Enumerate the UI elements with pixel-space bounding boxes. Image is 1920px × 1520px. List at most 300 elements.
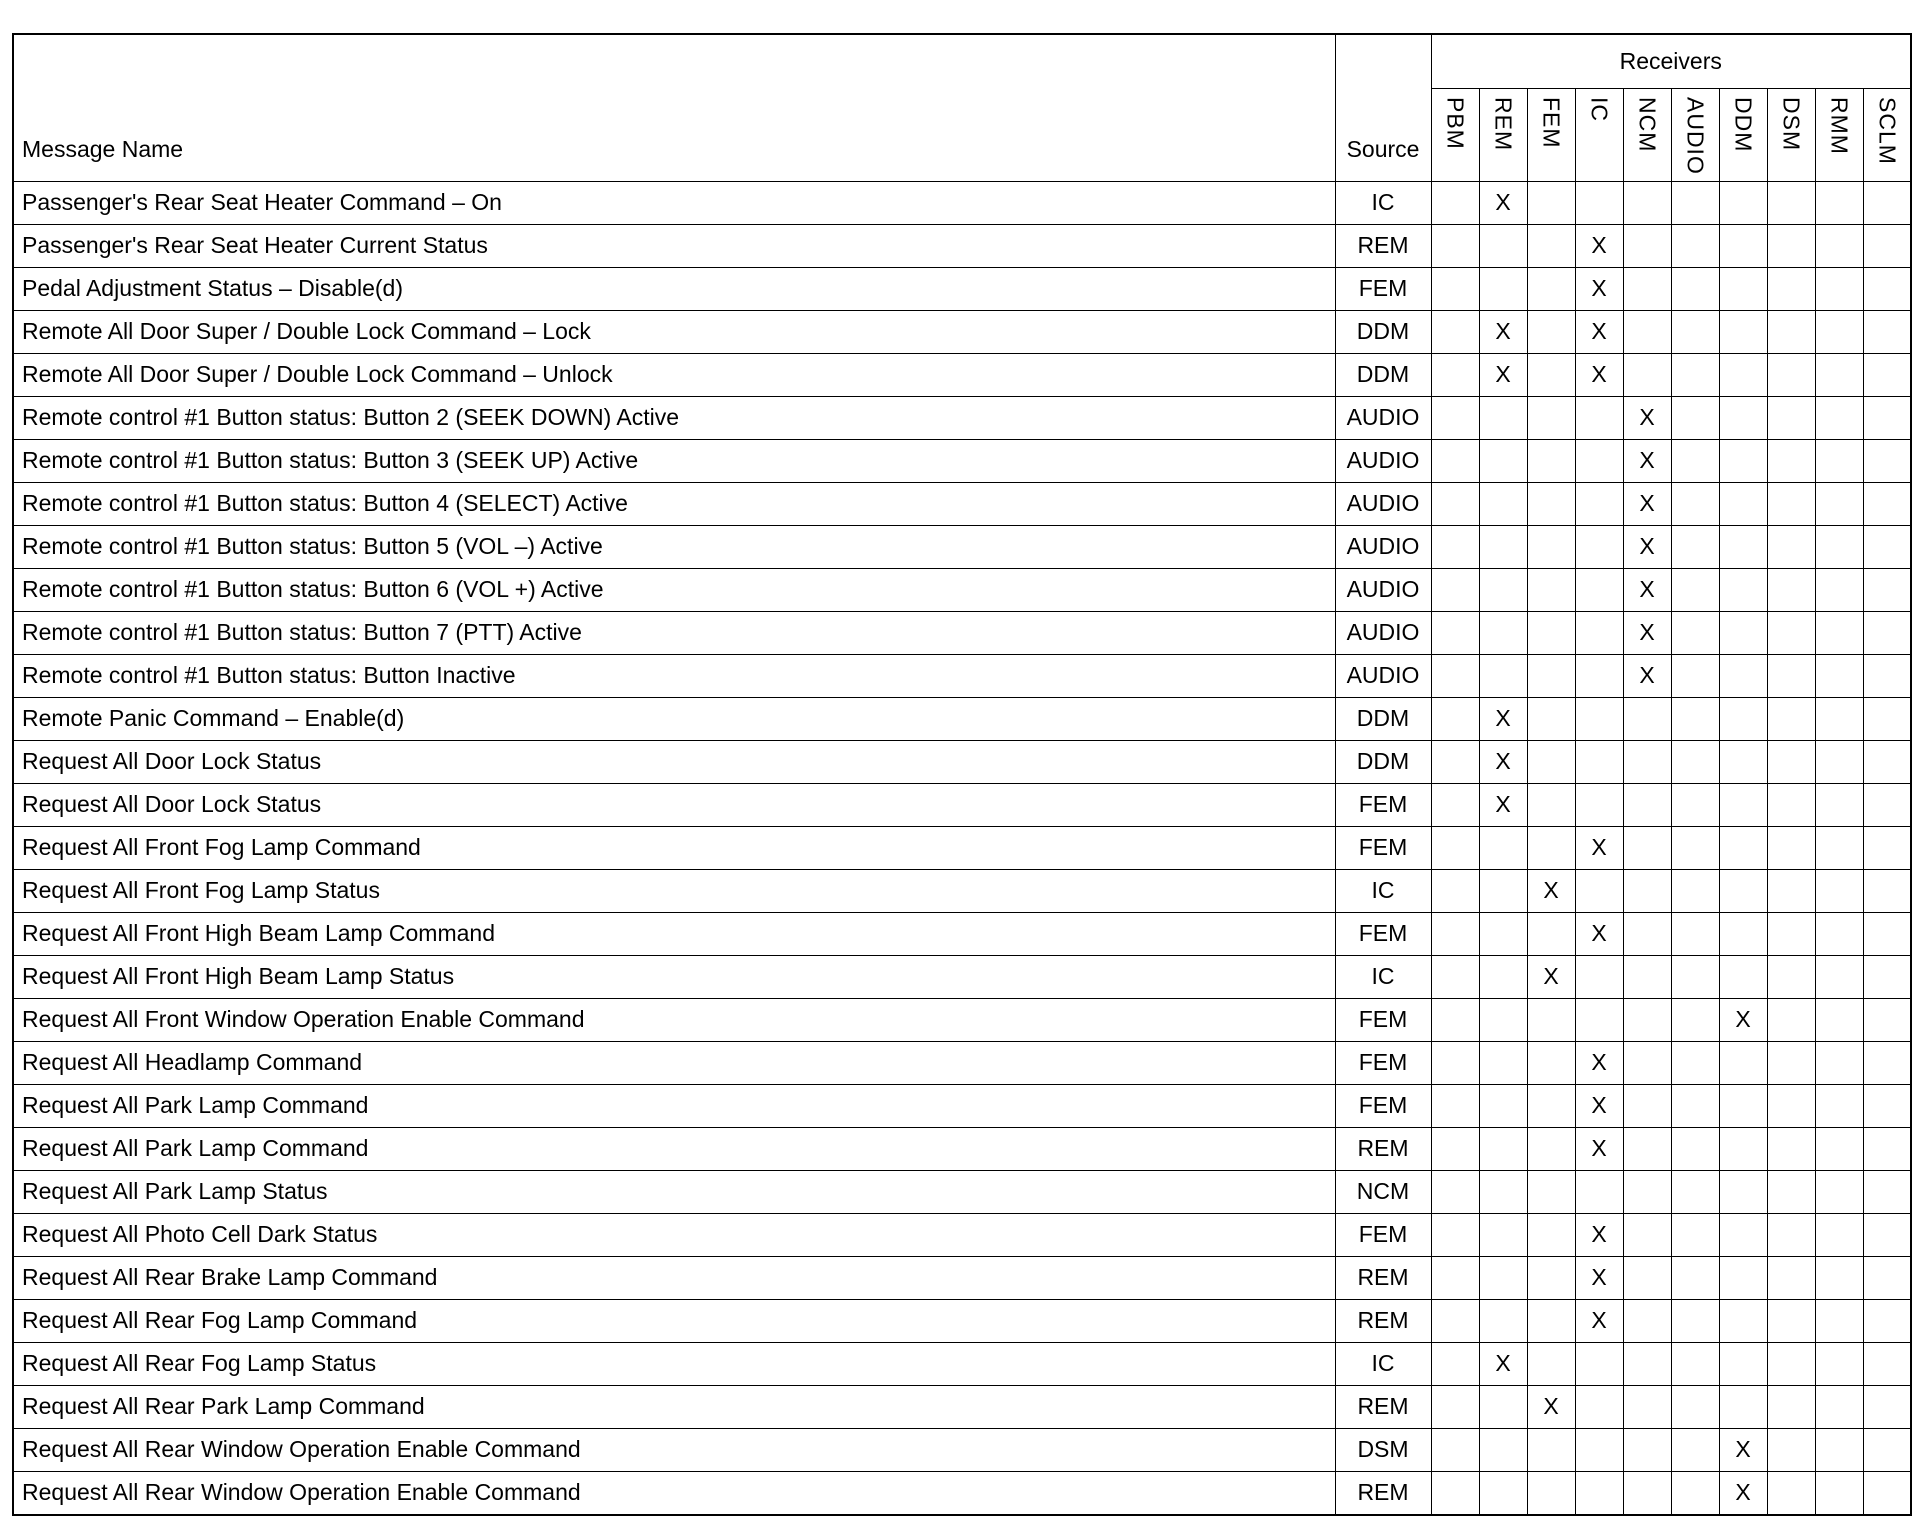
table-row	[13, 568, 1911, 611]
receiver-cell-sclm	[1863, 697, 1911, 740]
receiver-cell-ic	[1575, 998, 1623, 1041]
receiver-cell-ncm: X	[1623, 396, 1671, 439]
receiver-cell-dsm	[1767, 224, 1815, 267]
receiver-cell-pbm	[1431, 1299, 1479, 1342]
receiver-cell-pbm	[1431, 869, 1479, 912]
source-cell: IC	[1335, 955, 1431, 998]
table-row	[13, 525, 1911, 568]
receiver-cell-pbm	[1431, 740, 1479, 783]
receiver-cell-dsm	[1767, 568, 1815, 611]
receiver-cell-rem: X	[1479, 310, 1527, 353]
receiver-cell-ddm	[1719, 1342, 1767, 1385]
table-row	[13, 1471, 1911, 1515]
receiver-cell-sclm	[1863, 353, 1911, 396]
source-cell: FEM	[1335, 267, 1431, 310]
receiver-cell-ncm	[1623, 1471, 1671, 1515]
table-row	[13, 869, 1911, 912]
receiver-label: PBM	[1442, 97, 1469, 150]
receiver-cell-ddm	[1719, 1041, 1767, 1084]
receiver-cell-pbm	[1431, 826, 1479, 869]
message-name-cell: Request All Rear Window Operation Enable Command	[13, 1471, 1335, 1515]
source-cell: AUDIO	[1335, 654, 1431, 697]
receiver-cell-sclm	[1863, 267, 1911, 310]
receiver-cell-rmm	[1815, 1170, 1863, 1213]
receiver-cell-sclm	[1863, 1471, 1911, 1515]
source-cell: DDM	[1335, 310, 1431, 353]
receiver-label: DSM	[1778, 97, 1805, 152]
source-cell: REM	[1335, 1127, 1431, 1170]
table-row	[13, 1041, 1911, 1084]
receiver-cell-ic	[1575, 611, 1623, 654]
receiver-header-rmm	[1815, 89, 1863, 182]
receiver-cell-ncm	[1623, 1127, 1671, 1170]
receiver-cell-rem: X	[1479, 740, 1527, 783]
source-cell: IC	[1335, 1342, 1431, 1385]
receiver-cell-pbm	[1431, 1213, 1479, 1256]
receiver-cell-rmm	[1815, 912, 1863, 955]
receiver-cell-sclm	[1863, 740, 1911, 783]
receiver-cell-pbm	[1431, 955, 1479, 998]
receiver-cell-ncm	[1623, 1342, 1671, 1385]
receiver-cell-ncm	[1623, 224, 1671, 267]
receiver-cell-pbm	[1431, 697, 1479, 740]
receiver-cell-audio	[1671, 568, 1719, 611]
table-row	[13, 1213, 1911, 1256]
message-name-cell: Request All Park Lamp Command	[13, 1084, 1335, 1127]
table-row	[13, 826, 1911, 869]
message-name-cell: Request All Headlamp Command	[13, 1041, 1335, 1084]
receiver-cell-ic: X	[1575, 1299, 1623, 1342]
receiver-cell-audio	[1671, 181, 1719, 224]
receiver-cell-audio	[1671, 955, 1719, 998]
table-row	[13, 697, 1911, 740]
receiver-cell-rmm	[1815, 181, 1863, 224]
receiver-cell-ddm	[1719, 869, 1767, 912]
receiver-cell-dsm	[1767, 1428, 1815, 1471]
receiver-cell-pbm	[1431, 1170, 1479, 1213]
message-name-cell: Request All Door Lock Status	[13, 783, 1335, 826]
receiver-cell-pbm	[1431, 1127, 1479, 1170]
message-name-cell: Remote Panic Command – Enable(d)	[13, 697, 1335, 740]
receiver-cell-ic	[1575, 482, 1623, 525]
receiver-cell-ddm	[1719, 1256, 1767, 1299]
receiver-cell-rem	[1479, 1170, 1527, 1213]
receiver-cell-ddm	[1719, 224, 1767, 267]
receiver-cell-ncm	[1623, 1428, 1671, 1471]
receiver-cell-sclm	[1863, 1127, 1911, 1170]
source-cell: FEM	[1335, 912, 1431, 955]
receiver-cell-ic	[1575, 1428, 1623, 1471]
receiver-label: SCLM	[1874, 97, 1901, 165]
receiver-cell-sclm	[1863, 1041, 1911, 1084]
message-name-cell: Remote All Door Super / Double Lock Command – Lock	[13, 310, 1335, 353]
receiver-cell-sclm	[1863, 826, 1911, 869]
receiver-cell-pbm	[1431, 1385, 1479, 1428]
receiver-cell-ddm	[1719, 310, 1767, 353]
receiver-cell-sclm	[1863, 439, 1911, 482]
receiver-cell-rmm	[1815, 353, 1863, 396]
receiver-cell-ddm	[1719, 783, 1767, 826]
source-cell: AUDIO	[1335, 611, 1431, 654]
receiver-cell-ddm	[1719, 1213, 1767, 1256]
receiver-cell-ncm	[1623, 912, 1671, 955]
receiver-cell-dsm	[1767, 525, 1815, 568]
receiver-cell-rem	[1479, 1428, 1527, 1471]
source-cell: FEM	[1335, 783, 1431, 826]
receiver-cell-fem	[1527, 1471, 1575, 1515]
receiver-cell-audio	[1671, 1471, 1719, 1515]
receiver-cell-rem	[1479, 1256, 1527, 1299]
source-cell: IC	[1335, 869, 1431, 912]
receiver-header-fem	[1527, 89, 1575, 182]
table-body	[13, 181, 1911, 1515]
table-row	[13, 1256, 1911, 1299]
receiver-cell-ddm: X	[1719, 998, 1767, 1041]
receiver-cell-ddm	[1719, 525, 1767, 568]
receiver-cell-audio	[1671, 1041, 1719, 1084]
receiver-cell-ddm	[1719, 826, 1767, 869]
receiver-cell-ncm	[1623, 826, 1671, 869]
source-cell: REM	[1335, 224, 1431, 267]
receiver-cell-fem	[1527, 439, 1575, 482]
receiver-cell-rmm	[1815, 224, 1863, 267]
receiver-cell-fem	[1527, 525, 1575, 568]
receiver-cell-ncm: X	[1623, 611, 1671, 654]
receiver-cell-ncm: X	[1623, 654, 1671, 697]
receiver-cell-rmm	[1815, 740, 1863, 783]
receiver-cell-dsm	[1767, 783, 1815, 826]
receiver-cell-dsm	[1767, 1127, 1815, 1170]
receiver-cell-ncm	[1623, 181, 1671, 224]
receiver-cell-rem	[1479, 396, 1527, 439]
receiver-cell-rmm	[1815, 1342, 1863, 1385]
receiver-cell-sclm	[1863, 955, 1911, 998]
source-cell: FEM	[1335, 826, 1431, 869]
table-row	[13, 482, 1911, 525]
receiver-cell-fem	[1527, 224, 1575, 267]
receiver-cell-ic: X	[1575, 267, 1623, 310]
receiver-cell-rem	[1479, 998, 1527, 1041]
receiver-cell-sclm	[1863, 1342, 1911, 1385]
receiver-cell-fem: X	[1527, 869, 1575, 912]
receiver-cell-rem	[1479, 439, 1527, 482]
receiver-cell-dsm	[1767, 439, 1815, 482]
receiver-cell-rmm	[1815, 439, 1863, 482]
table-row	[13, 267, 1911, 310]
receiver-cell-dsm	[1767, 826, 1815, 869]
message-name-cell: Request All Rear Brake Lamp Command	[13, 1256, 1335, 1299]
receiver-cell-ncm: X	[1623, 482, 1671, 525]
receiver-cell-sclm	[1863, 912, 1911, 955]
receiver-cell-dsm	[1767, 1385, 1815, 1428]
source-cell: DSM	[1335, 1428, 1431, 1471]
receiver-cell-fem	[1527, 783, 1575, 826]
receiver-cell-sclm	[1863, 1213, 1911, 1256]
receiver-cell-rmm	[1815, 525, 1863, 568]
receiver-cell-fem	[1527, 267, 1575, 310]
receiver-cell-sclm	[1863, 1385, 1911, 1428]
receiver-cell-sclm	[1863, 224, 1911, 267]
receiver-cell-ddm	[1719, 181, 1767, 224]
receiver-cell-sclm	[1863, 525, 1911, 568]
receiver-cell-rmm	[1815, 1471, 1863, 1515]
receiver-cell-ic	[1575, 181, 1623, 224]
receiver-cell-sclm	[1863, 310, 1911, 353]
receiver-header-ic	[1575, 89, 1623, 182]
receiver-cell-pbm	[1431, 1342, 1479, 1385]
receiver-label: IC	[1586, 97, 1613, 122]
receiver-cell-rem	[1479, 912, 1527, 955]
receiver-cell-fem	[1527, 611, 1575, 654]
receiver-cell-ncm	[1623, 267, 1671, 310]
receiver-cell-audio	[1671, 1256, 1719, 1299]
receiver-cell-ic	[1575, 1342, 1623, 1385]
receiver-cell-ddm	[1719, 654, 1767, 697]
table-row	[13, 1385, 1911, 1428]
message-name-cell: Passenger's Rear Seat Heater Current Status	[13, 224, 1335, 267]
receiver-cell-sclm	[1863, 1170, 1911, 1213]
receiver-cell-audio	[1671, 654, 1719, 697]
message-name-cell: Passenger's Rear Seat Heater Command – On	[13, 181, 1335, 224]
receiver-header-rem	[1479, 89, 1527, 182]
receiver-cell-ic	[1575, 1471, 1623, 1515]
receiver-cell-pbm	[1431, 912, 1479, 955]
receiver-cell-ncm: X	[1623, 439, 1671, 482]
receiver-cell-pbm	[1431, 1471, 1479, 1515]
receiver-cell-dsm	[1767, 654, 1815, 697]
receiver-cell-rem	[1479, 611, 1527, 654]
receiver-cell-ddm: X	[1719, 1428, 1767, 1471]
receiver-cell-pbm	[1431, 1041, 1479, 1084]
receiver-cell-ic	[1575, 568, 1623, 611]
receiver-cell-pbm	[1431, 439, 1479, 482]
receiver-cell-ncm	[1623, 1213, 1671, 1256]
source-cell: DDM	[1335, 697, 1431, 740]
receiver-cell-rmm	[1815, 1428, 1863, 1471]
source-cell: REM	[1335, 1471, 1431, 1515]
receiver-cell-rem	[1479, 1127, 1527, 1170]
source-cell: REM	[1335, 1299, 1431, 1342]
receiver-cell-ic: X	[1575, 224, 1623, 267]
message-name-cell: Request All Rear Fog Lamp Status	[13, 1342, 1335, 1385]
message-name-cell: Request All Rear Fog Lamp Command	[13, 1299, 1335, 1342]
receiver-cell-ic	[1575, 654, 1623, 697]
receiver-cell-ic	[1575, 1170, 1623, 1213]
receiver-cell-dsm	[1767, 353, 1815, 396]
receiver-cell-ddm	[1719, 1170, 1767, 1213]
message-name-cell: Request All Front High Beam Lamp Command	[13, 912, 1335, 955]
receiver-cell-fem	[1527, 1299, 1575, 1342]
receiver-label: AUDIO	[1682, 97, 1709, 175]
message-name-cell: Request All Park Lamp Command	[13, 1127, 1335, 1170]
receiver-cell-rem	[1479, 267, 1527, 310]
receiver-cell-dsm	[1767, 869, 1815, 912]
receiver-cell-ncm	[1623, 1041, 1671, 1084]
receiver-cell-ddm	[1719, 955, 1767, 998]
receiver-cell-audio	[1671, 439, 1719, 482]
source-cell: FEM	[1335, 1213, 1431, 1256]
message-name-cell: Remote control #1 Button status: Button 6 (VOL +) Active	[13, 568, 1335, 611]
receiver-cell-ncm	[1623, 1084, 1671, 1127]
receiver-cell-audio	[1671, 998, 1719, 1041]
receiver-label: FEM	[1538, 97, 1565, 149]
receiver-cell-rem	[1479, 525, 1527, 568]
receiver-header-ddm	[1719, 89, 1767, 182]
receiver-cell-ic: X	[1575, 1041, 1623, 1084]
receiver-cell-pbm	[1431, 783, 1479, 826]
message-name-cell: Request All Rear Park Lamp Command	[13, 1385, 1335, 1428]
receiver-cell-rem	[1479, 224, 1527, 267]
receiver-cell-ic: X	[1575, 826, 1623, 869]
receiver-cell-dsm	[1767, 1256, 1815, 1299]
receiver-cell-rmm	[1815, 611, 1863, 654]
receiver-cell-fem	[1527, 654, 1575, 697]
message-name-cell: Request All Front Fog Lamp Command	[13, 826, 1335, 869]
receiver-cell-ic	[1575, 955, 1623, 998]
receiver-cell-dsm	[1767, 396, 1815, 439]
receiver-cell-rem	[1479, 654, 1527, 697]
table-row	[13, 1428, 1911, 1471]
receiver-cell-rem	[1479, 568, 1527, 611]
message-name-cell: Remote control #1 Button status: Button 2 (SEEK DOWN) Active	[13, 396, 1335, 439]
receiver-label: REM	[1490, 97, 1517, 152]
receiver-cell-ic	[1575, 783, 1623, 826]
receiver-cell-audio	[1671, 1342, 1719, 1385]
receiver-cell-ddm	[1719, 353, 1767, 396]
receiver-cell-fem	[1527, 482, 1575, 525]
receiver-cell-pbm	[1431, 181, 1479, 224]
receiver-cell-rmm	[1815, 1213, 1863, 1256]
receiver-cell-audio	[1671, 310, 1719, 353]
table-row	[13, 353, 1911, 396]
receiver-cell-fem	[1527, 1428, 1575, 1471]
receiver-cell-dsm	[1767, 1342, 1815, 1385]
receiver-cell-dsm	[1767, 1170, 1815, 1213]
receiver-cell-dsm	[1767, 482, 1815, 525]
receiver-cell-ic: X	[1575, 1256, 1623, 1299]
receiver-cell-rmm	[1815, 267, 1863, 310]
receiver-cell-pbm	[1431, 482, 1479, 525]
receiver-cell-rem: X	[1479, 181, 1527, 224]
receiver-cell-ic	[1575, 740, 1623, 783]
receiver-cell-fem	[1527, 826, 1575, 869]
receiver-cell-pbm	[1431, 1256, 1479, 1299]
receiver-cell-audio	[1671, 525, 1719, 568]
message-name-cell: Pedal Adjustment Status – Disable(d)	[13, 267, 1335, 310]
receiver-cell-rem	[1479, 1471, 1527, 1515]
table-row	[13, 912, 1911, 955]
receiver-cell-rmm	[1815, 310, 1863, 353]
receiver-cell-audio	[1671, 1084, 1719, 1127]
receiver-cell-fem	[1527, 740, 1575, 783]
receiver-cell-audio	[1671, 783, 1719, 826]
receiver-header-pbm	[1431, 89, 1479, 182]
source-cell: DDM	[1335, 740, 1431, 783]
receiver-cell-ic	[1575, 697, 1623, 740]
receiver-cell-rmm	[1815, 1385, 1863, 1428]
receiver-cell-ncm	[1623, 1385, 1671, 1428]
header-message-name: Message Name	[13, 34, 1335, 181]
receiver-cell-rem	[1479, 1213, 1527, 1256]
receiver-cell-rmm	[1815, 783, 1863, 826]
receiver-cell-rmm	[1815, 396, 1863, 439]
receiver-cell-sclm	[1863, 1256, 1911, 1299]
receiver-cell-ddm	[1719, 1084, 1767, 1127]
receiver-cell-audio	[1671, 1127, 1719, 1170]
receiver-cell-ncm	[1623, 740, 1671, 783]
table-row	[13, 439, 1911, 482]
receiver-cell-ddm	[1719, 740, 1767, 783]
receiver-cell-pbm	[1431, 654, 1479, 697]
receiver-cell-ncm	[1623, 998, 1671, 1041]
message-name-cell: Request All Front Fog Lamp Status	[13, 869, 1335, 912]
message-name-cell: Request All Rear Window Operation Enable Command	[13, 1428, 1335, 1471]
source-cell: REM	[1335, 1385, 1431, 1428]
receiver-header-audio	[1671, 89, 1719, 182]
receiver-cell-ddm	[1719, 912, 1767, 955]
message-name-cell: Request All Photo Cell Dark Status	[13, 1213, 1335, 1256]
receiver-cell-rmm	[1815, 697, 1863, 740]
receiver-cell-audio	[1671, 224, 1719, 267]
message-name-cell: Remote control #1 Button status: Button 4 (SELECT) Active	[13, 482, 1335, 525]
receiver-cell-ddm	[1719, 439, 1767, 482]
receiver-cell-ddm	[1719, 396, 1767, 439]
table-row	[13, 1342, 1911, 1385]
receiver-cell-sclm	[1863, 869, 1911, 912]
receiver-cell-rmm	[1815, 1299, 1863, 1342]
receiver-cell-dsm	[1767, 267, 1815, 310]
receiver-cell-ncm	[1623, 353, 1671, 396]
receiver-cell-ddm	[1719, 697, 1767, 740]
source-cell: FEM	[1335, 998, 1431, 1041]
receiver-cell-ddm	[1719, 267, 1767, 310]
receiver-cell-audio	[1671, 697, 1719, 740]
receiver-cell-ddm	[1719, 1127, 1767, 1170]
source-cell: IC	[1335, 181, 1431, 224]
receiver-cell-fem: X	[1527, 955, 1575, 998]
receiver-cell-ncm	[1623, 310, 1671, 353]
message-name-cell: Request All Park Lamp Status	[13, 1170, 1335, 1213]
receiver-cell-ddm	[1719, 482, 1767, 525]
receiver-cell-fem	[1527, 1213, 1575, 1256]
receiver-cell-rem	[1479, 1299, 1527, 1342]
receiver-cell-audio	[1671, 353, 1719, 396]
source-cell: AUDIO	[1335, 439, 1431, 482]
header-source: Source	[1335, 34, 1431, 181]
receiver-cell-sclm	[1863, 1299, 1911, 1342]
receiver-cell-audio	[1671, 740, 1719, 783]
receiver-cell-rem: X	[1479, 783, 1527, 826]
receiver-cell-ncm	[1623, 1299, 1671, 1342]
source-cell: FEM	[1335, 1041, 1431, 1084]
receiver-cell-rmm	[1815, 869, 1863, 912]
receiver-cell-dsm	[1767, 697, 1815, 740]
receiver-cell-ncm	[1623, 783, 1671, 826]
receiver-cell-dsm	[1767, 310, 1815, 353]
receiver-cell-fem	[1527, 1084, 1575, 1127]
receiver-cell-ic: X	[1575, 353, 1623, 396]
message-name-cell: Remote control #1 Button status: Button 3 (SEEK UP) Active	[13, 439, 1335, 482]
receiver-cell-ncm	[1623, 869, 1671, 912]
receiver-cell-ic: X	[1575, 1127, 1623, 1170]
receiver-cell-fem	[1527, 998, 1575, 1041]
receiver-cell-pbm	[1431, 1428, 1479, 1471]
receiver-cell-audio	[1671, 1299, 1719, 1342]
receiver-cell-ic: X	[1575, 1213, 1623, 1256]
receiver-cell-dsm	[1767, 998, 1815, 1041]
receiver-cell-rmm	[1815, 482, 1863, 525]
receiver-cell-rmm	[1815, 568, 1863, 611]
